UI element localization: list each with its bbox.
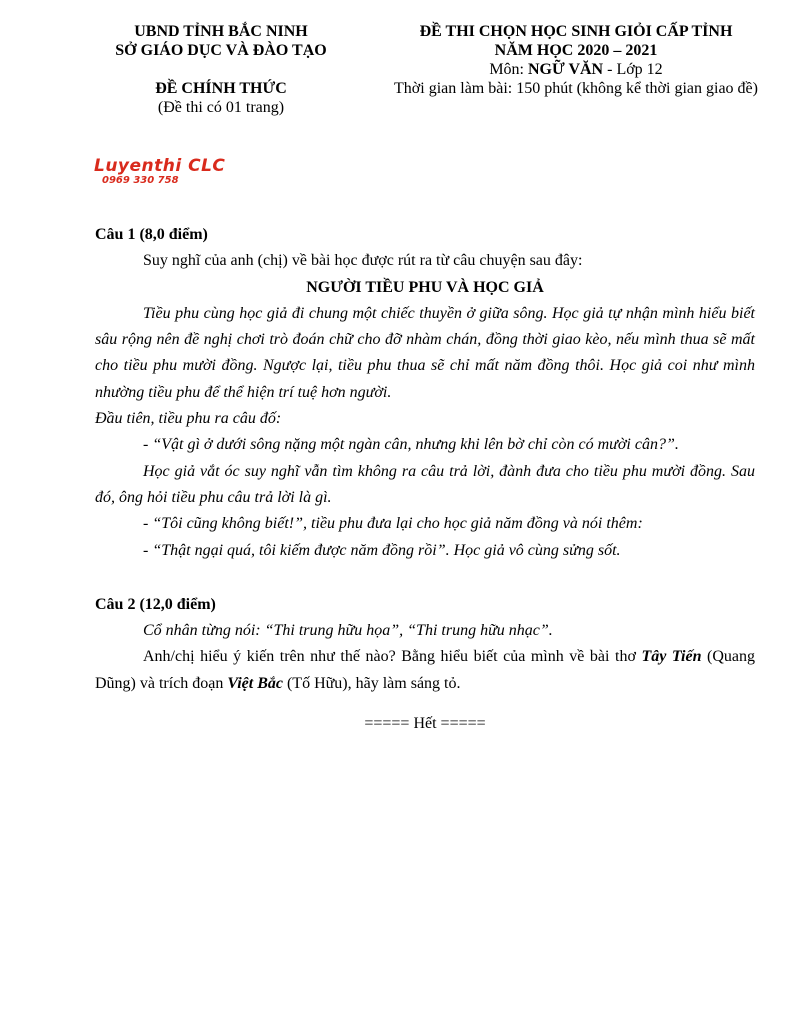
watermark-logo <box>94 157 225 187</box>
question-2-quote: Cổ nhân từng nói: “Thi trung hữu họa”, “Thi trung hữu nhạc”. <box>143 622 553 640</box>
department-name: SỞ GIÁO DỤC VÀ ĐÀO TẠO <box>115 42 327 59</box>
page-count-note: (Đề thi có 01 trang) <box>157 99 285 116</box>
story-paragraph-6: - “Thật ngại quá, tôi kiếm được năm đồng rồi”. Học giả vô cùng sửng sốt. <box>143 541 621 559</box>
question-1-prompt: Suy nghĩ của anh (chị) về bài học được rút ra từ câu chuyện sau đây: <box>143 252 583 270</box>
exam-body <box>95 222 755 737</box>
watermark-brand: Luyenthi CLC <box>94 156 226 176</box>
header-left <box>95 22 347 117</box>
question-2-title: Câu 2 (12,0 điểm) <box>95 595 216 613</box>
task-text-a: Anh/chị hiểu ý kiến trên như thế nào? Bằng hiểu biết của mình về bài thơ <box>143 648 642 666</box>
question-2-task <box>95 644 755 697</box>
official-label: ĐỀ CHÍNH THỨC <box>155 80 287 97</box>
story-paragraph-5: - “Tôi cũng không biết!”, tiều phu đưa lại cho học giả năm đồng và nói thêm: <box>143 515 643 533</box>
subject-prefix: Môn: <box>489 61 528 78</box>
story-paragraph-4: Học giả vắt óc suy nghĩ vẫn tìm không ra câu trả lời, đành đưa cho tiều phu mười đồng. Sau đó, ông hỏi tiều phu câu trả lời là gì. <box>95 462 755 506</box>
subject-name: NGỮ VĂN <box>528 61 604 78</box>
subject-suffix: - Lớp 12 <box>603 61 663 78</box>
story-paragraph-3: - “Vật gì ở dưới sông nặng một ngàn cân, nhưng khi lên bờ chỉ còn có mười cân?”. <box>143 436 679 454</box>
end-mark: ===== Hết ===== <box>364 715 486 733</box>
task-text-b: (Quang Dũng) và trích đoạn <box>95 648 756 692</box>
task-text-c: (Tố Hữu), hãy làm sáng tỏ. <box>282 674 461 692</box>
work-tay-tien: Tây Tiến <box>641 648 702 666</box>
school-year: NĂM HỌC 2020 – 2021 <box>494 42 658 59</box>
subject-line <box>372 60 780 79</box>
story-paragraph-1: Tiều phu cùng học giả đi chung một chiếc thuyền ở giữa sông. Học giả tự nhận mình hiểu biết sâu rộng nên đề nghị chơi trò đoán chữ cho đỡ nhàm chán, đồng thời giao kèo, nếu mình thua sẽ mất cho tiều phu mười đồng. Ngược lại, tiều phu thua sẽ chỉ mất năm đồng thôi. Học giả coi như mình nhường tiều phu để thể hiện trí tuệ hơn người. <box>95 304 755 401</box>
story-title: NGƯỜI TIỀU PHU VÀ HỌC GIẢ <box>306 278 544 296</box>
authority-name: UBND TỈNH BẮC NINH <box>134 23 308 40</box>
work-viet-bac: Việt Bắc <box>227 674 283 692</box>
question-1-title: Câu 1 (8,0 điểm) <box>95 226 208 243</box>
story-paragraph-2: Đầu tiên, tiều phu ra câu đố: <box>95 410 282 428</box>
time-limit: Thời gian làm bài: 150 phút (không kể thời gian giao đề) <box>394 80 758 97</box>
exam-title: ĐỀ THI CHỌN HỌC SINH GIỎI CẤP TỈNH <box>419 23 733 40</box>
header-right <box>372 22 780 98</box>
watermark-phone: 0969 330 758 <box>102 175 179 186</box>
